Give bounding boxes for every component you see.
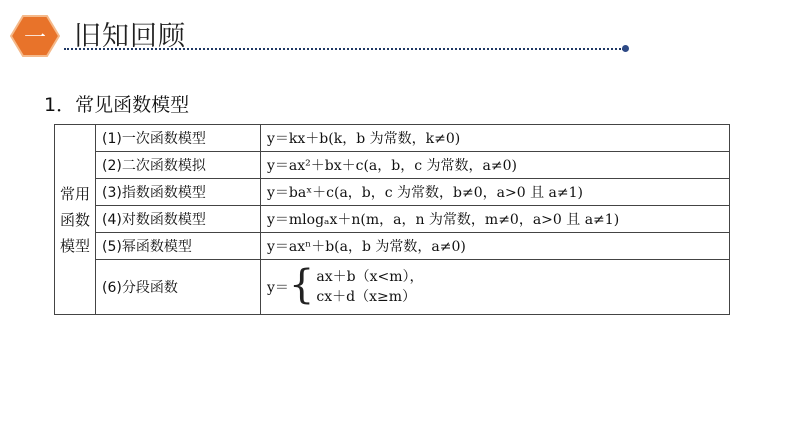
function-models-table [54, 124, 730, 315]
table-row [55, 179, 730, 206]
table-row [55, 233, 730, 260]
model-name: (4)对数函数模型 [96, 206, 261, 233]
model-name: (2)二次函数模拟 [96, 152, 261, 179]
table-row [55, 125, 730, 152]
section-badge [10, 14, 60, 58]
left-brace-icon: { [288, 262, 315, 308]
piecewise-cases [316, 267, 423, 307]
piecewise-prefix: y＝ [267, 280, 289, 296]
model-name: (6)分段函数 [96, 260, 261, 315]
model-formula [261, 260, 730, 315]
model-formula: y＝axⁿ＋b(a，b 为常数，a≠0) [261, 233, 730, 260]
table-row [55, 260, 730, 315]
model-formula: y＝ax²＋bx＋c(a，b，c 为常数，a≠0) [261, 152, 730, 179]
model-name: (3)指数函数模型 [96, 179, 261, 206]
page-heading: 1．常见函数模型 [44, 94, 190, 116]
category-cell [55, 125, 96, 315]
section-number: 一 [23, 25, 46, 51]
category-label: 常用函数模型 [59, 184, 90, 255]
piecewise-case: ax＋b（x<m）， [316, 269, 424, 285]
piecewise-formula [267, 262, 723, 309]
table-row [55, 206, 730, 233]
model-formula: y＝kx＋b(k，b 为常数，k≠0) [261, 125, 730, 152]
model-name: (1)一次函数模型 [96, 125, 261, 152]
table-row [55, 152, 730, 179]
model-formula: y＝mlogₐx＋n(m，a，n 为常数，m≠0，a>0 且 a≠1) [261, 206, 730, 233]
piecewise-case: cx＋d（x≥m） [316, 289, 416, 305]
title-divider [64, 48, 624, 50]
section-title: 旧知回顾 [74, 21, 186, 52]
model-formula: y＝baˣ＋c(a，b，c 为常数，b≠0，a>0 且 a≠1) [261, 179, 730, 206]
divider-end-dot [622, 45, 629, 52]
model-name: (5)幂函数模型 [96, 233, 261, 260]
